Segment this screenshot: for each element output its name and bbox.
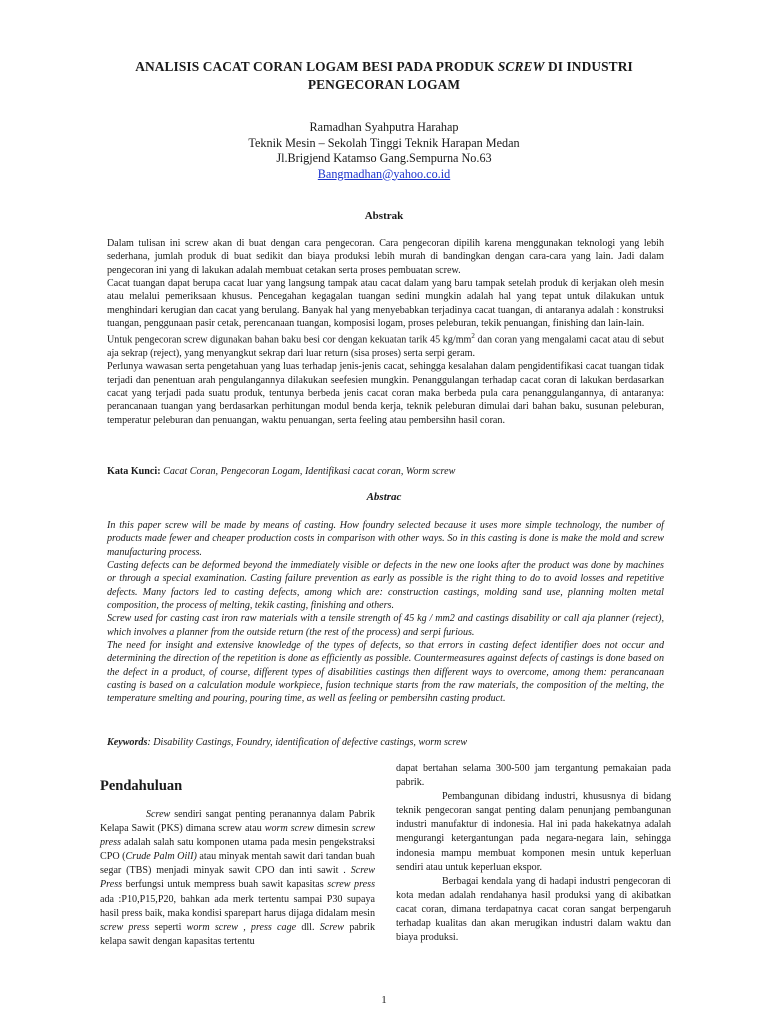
intro-paragraph — [100, 808, 375, 949]
right-paragraph: Berbagai kendala yang di hadapi industri pengecoran di kota medan adalah rendahanya hasil produksi yang di akibatkan cacat coran, dimana terdapatnya cacat coran sangat berpengaruh terhadap kualitas dan akan merugikan industri dalam waktu dan biaya produksi. — [396, 875, 671, 944]
italic-term: Screw Press — [100, 865, 375, 891]
italic-term: worm screw , press cage — [186, 921, 297, 933]
right-paragraph: Pembangunan dibidang industri, khususnya di bidang teknik pengecoran sangat penting dalam penunjang pembangunan industri manufaktur di indonesia. Hal ini pada hakekatnya adalah mengurangi ketergantungan pada negara-negara lain, sehingga indonesia mampu membuat komponen mesin untuk keperluan sendiri atau untuk keperluan ekspor. — [396, 791, 671, 873]
abstrac-paragraph: The need for insight and extensive knowledge of the types of defects, so that errors in casting defect identifier does not occur and determining the direction of the repetition is done as efficiently as possible. Countermeasures against defects of castings is done based on the defect in a product, of course, different types of disabilities castings then different ways to overcome, among them: perancanaan casting is based on a calculation module workpiece, fusion technique starts from the raw materials, the composition of the melting, the temperature smelting and pouring, pouring time, as well as feeling or pembersihn casting product. — [107, 640, 664, 705]
author-name: Ramadhan Syahputra Harahap — [309, 120, 459, 134]
abstrak-p3-text-after: dan coran yang mengalami cacat atau di sebut aja sekrap (reject), yang menyangkut sekrap dari luar return (sisa proses) serta serpi geram. — [107, 334, 664, 360]
intro-text: dimesin — [313, 823, 352, 835]
kata-kunci — [107, 465, 664, 478]
intro-text: pabrik kelapa sawit dengan kapasitas tertentu — [100, 921, 376, 947]
intro-text: seperti — [149, 921, 187, 933]
abstrak-heading: Abstrak — [364, 210, 404, 222]
intro-text: sendiri sangat penting peranannya dalam Pabrik Kelapa Sawit (PKS) dimana screw atau — [100, 809, 375, 835]
page-number: 1 — [381, 994, 387, 1006]
italic-term: screw press — [100, 921, 150, 933]
author-affiliation: Teknik Mesin – Sekolah Tinggi Teknik Harapan Medan — [248, 135, 520, 150]
title-text-after: DI INDUSTRI — [544, 59, 633, 74]
abstrak-body — [107, 237, 664, 427]
kata-kunci-text: Cacat Coran, Pengecoran Logam, Identifikasi cacat coran, Worm screw — [160, 466, 456, 477]
right-paragraph: dapat bertahan selama 300-500 jam tergantung pemakaian pada pabrik. — [396, 763, 671, 789]
intro-text: dll. — [296, 921, 320, 933]
abstrak-p3-superscript: 2 — [471, 332, 475, 341]
title-line-2: PENGECORAN LOGAM — [307, 77, 461, 92]
abstrac-paragraph: In this paper screw will be made by means of casting. How foundry selected because it uses more simple technology, the number of products made fewer and cheaper production costs in comparison with other ways. So in this casting is done is make the mold and screw manufacturing process. — [107, 520, 664, 558]
italic-term: worm screw — [264, 823, 314, 835]
keywords — [107, 736, 664, 749]
italic-term: screw press — [327, 879, 375, 891]
abstrac-heading: Abstrac — [366, 491, 402, 503]
abstrac-paragraph: Screw used for casting cast iron raw materials with a tensile strength of 45 kg / mm2 and castings disability or call aja planner (reject), which involves a planner from the outside return (the rest of the process) and serpi furious. — [107, 613, 664, 638]
keywords-label: Keywords — [107, 737, 148, 748]
abstrak-paragraph: Dalam tulisan ini screw akan di buat dengan cara pengecoran. Cara pengecoran dipilih karena menggunakan teknologi yang lebih sederhana, jumlah produk di buat sedikit dan biaya produksi lebih murah di bandingkan dengan cara-cara yang lain. Jadi dalam pengecoran ini yang di lakukan adalah membuat cetakan serta proses pembuatan screw. — [107, 238, 664, 276]
abstrac-paragraph: Casting defects can be deformed beyond the immediately visible or defects in the new one looks after the product was done by machines or through a special examination. Casting failure prevention as early as possible is the right thing to do to avoid losses and repetitive defects. Many factors led to casting defects, among which are: construction castings, molding sand use, planning molten metal composition, the process of melting, tekik casting, finishing and others. — [107, 560, 664, 612]
keywords-text: : Disability Castings, Foundry, identification of defective castings, worm screw — [147, 737, 468, 748]
author-email-link[interactable]: Bangmadhan@yahoo.co.id — [317, 166, 451, 181]
title-emphasis-screw: SCREW — [497, 59, 545, 74]
title-line-1 — [80, 58, 688, 76]
left-column — [100, 808, 375, 949]
intro-text: adalah salah satu komponen utama pada mesin pengekstraksi CPO ( — [100, 837, 375, 863]
intro-text: berfungsi untuk mempress buah sawit kapasitas — [122, 879, 328, 891]
italic-term: Screw — [319, 921, 345, 933]
italic-term: Crude Palm OilI) — [125, 851, 197, 863]
right-column — [396, 762, 671, 945]
title-text-before: ANALISIS CACAT CORAN LOGAM BESI PADA PRODUK — [135, 59, 498, 74]
kata-kunci-label: Kata Kunci: — [107, 466, 161, 477]
abstrac-body — [107, 519, 664, 706]
intro-text: ada :P10,P15,P20, bahkan ada merk tertentu sampai P30 supaya hasil press baik, maka kondisi sparepart harus dijaga didalam mesin — [100, 893, 375, 919]
author-address: Jl.Brigjend Katamso Gang.Sempurna No.63 — [276, 151, 492, 165]
section-heading-pendahuluan: Pendahuluan — [100, 778, 183, 794]
paper-title — [80, 58, 688, 94]
italic-term: Screw — [146, 809, 171, 820]
abstrak-p3-text: Untuk pengecoran screw digunakan bahan baku besi cor dengan kekuatan tarik 45 kg/mm — [107, 334, 472, 346]
abstrak-paragraph — [107, 330, 664, 360]
italic-term: screw press — [100, 823, 375, 849]
intro-text: atau minyak mentah sawit dari tandan buah segar (TBS) menjadi minyak sawit CPO dan inti sawit . — [100, 851, 375, 877]
abstrak-paragraph: Perlunya wawasan serta pengetahuan yang luas terhadap jenis-jenis cacat, sehingga kesalahan dalam pengidentifikasi cacat tuangan tidak terjadi dan penentuan arah pengulangannya dilakukan seefesien mungkin. Penanggulangan terhadap cacat coran di lakukan berdasarkan cacat yang terjadi pada suatu produk, tentunya berbeda jenis cacat coran maka berbeda pula cara penanggulangannya, di antaranya: perancanaan tuangan yang berdasarkan perhitungan modul benda kerja, teknik peleburan dimulai dari bahan baku, susunan peleburan, temperatur peleburan dan penuangan, waktu penuangan, serta feeling atau pembersihn hasil coran. — [107, 361, 664, 426]
author-block — [100, 120, 668, 182]
abstrak-paragraph: Cacat tuangan dapat berupa cacat luar yang langsung tampak atau cacat dalam yang baru tampak setelah produk di kerjakan oleh mesin atau melalui pemeriksaan khusus. Pencegahan kegagalan tuangan sedini mungkin adalah hal yang tepat untuk dilakukan untuk menghindari kerugian dan cacat yang berulang. Banyak hal yang menyebabkan terjadinya cacat tuangan, di antaranya adalah : konstruksi tuangan, penggunaan pasir cetak, perencanaan tuangan, komposisi logam, proses peleburan, tekik penuangan, finishing dan lain-lain. — [107, 278, 664, 330]
